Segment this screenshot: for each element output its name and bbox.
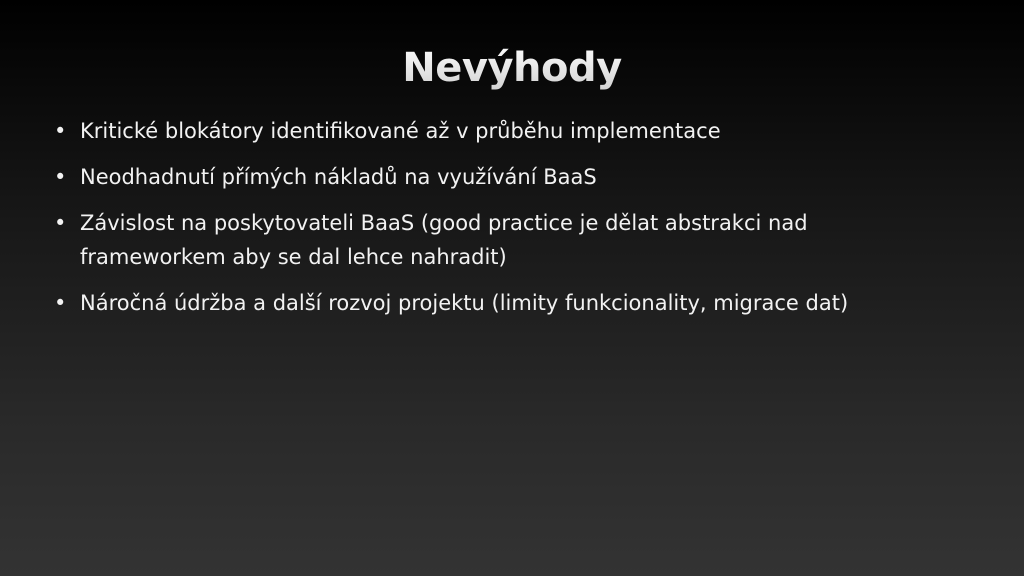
bullet-dot-icon: •: [54, 119, 67, 143]
bullet-dot-icon: •: [54, 211, 67, 235]
bullet-text: Náročná údržba a další rozvoj projektu (limity funkcionality, migrace dat): [80, 291, 849, 315]
bullet-item: [54, 160, 954, 194]
bullet-item: [54, 206, 954, 274]
slide-title: Nevýhody: [0, 42, 1024, 94]
bullet-text: Neodhadnutí přímých nákladů na využívání BaaS: [80, 165, 597, 189]
bullet-item: [54, 114, 954, 148]
bullet-item: [54, 286, 954, 320]
bullet-dot-icon: •: [54, 291, 67, 315]
bullet-list: [54, 114, 954, 332]
bullet-text: Kritické blokátory identifikované až v průběhu implementace: [80, 119, 721, 143]
bullet-dot-icon: •: [54, 165, 67, 189]
bullet-text: Závislost na poskytovateli BaaS (good practice je dělat abstrakci nad frameworkem aby se dal lehce nahradit): [80, 211, 808, 269]
